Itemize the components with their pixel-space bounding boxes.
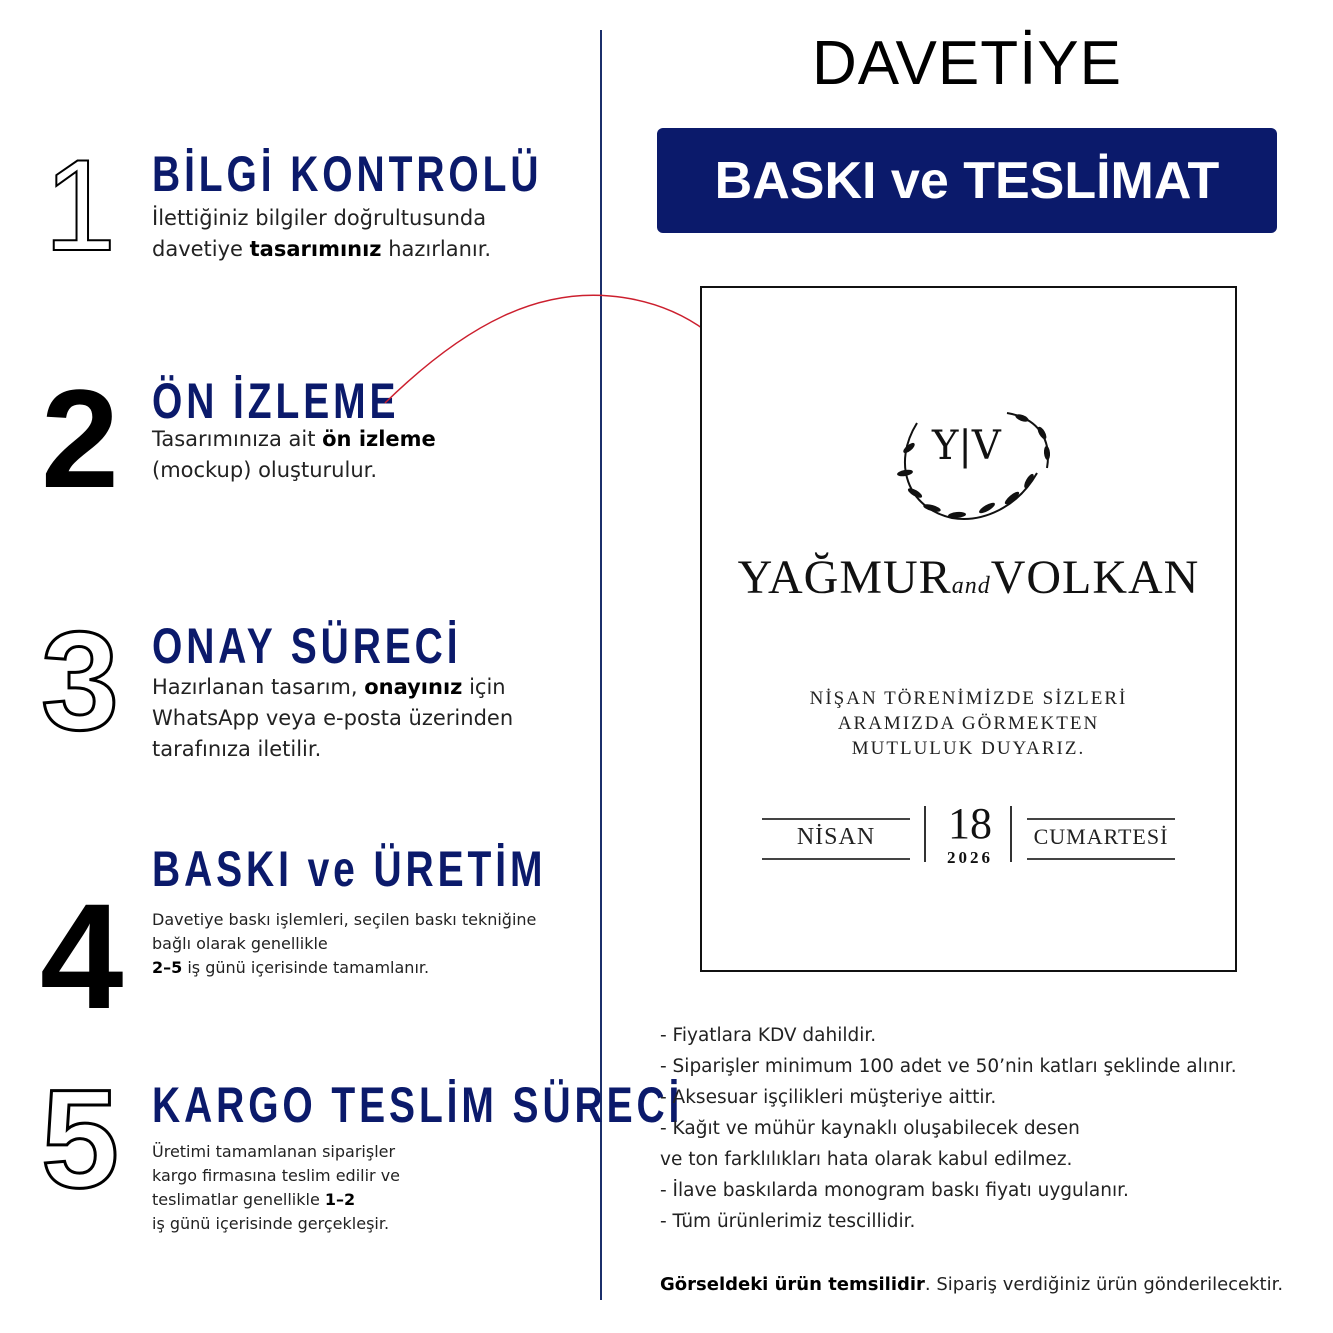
footer-rest: . Sipariş verdiğiniz ürün gönderilecektir.	[924, 1274, 1284, 1295]
date-divider	[1010, 806, 1012, 862]
couple-names	[702, 550, 1235, 605]
name-and: and	[951, 573, 991, 599]
date-month: NİSAN	[762, 818, 910, 860]
invitation-card	[700, 286, 1237, 972]
date-divider	[924, 806, 926, 862]
terms-list	[660, 1020, 1237, 1237]
step-2-number: 2	[41, 360, 119, 517]
step-5-title: KARGO TESLİM SÜRECİ	[152, 1077, 684, 1133]
step-1-desc-post: hazırlanır.	[381, 237, 492, 261]
step-1-desc-pre: İlettiğiniz bilgiler doğrultusunda davetiye	[152, 206, 487, 261]
step-5-number: 5	[41, 1060, 119, 1217]
step-4-desc-pre: Davetiye baskı işlemleri, seçilen baskı tekniğine bağlı olarak genellikle	[152, 910, 537, 953]
date-day: 18	[948, 799, 992, 848]
message-line: MUTLULUK DUYARIZ.	[851, 738, 1086, 759]
date-weekday: CUMARTESİ	[1027, 818, 1175, 860]
step-3-desc-pre: Hazırlanan tasarım,	[152, 675, 365, 699]
name-right: VOLKAN	[990, 551, 1200, 604]
terms-item: - Fiyatlara KDV dahildir.	[660, 1025, 877, 1046]
step-4-title: BASKI ve ÜRETİM	[152, 841, 547, 897]
step-2-desc-bold: ön izleme	[322, 427, 436, 451]
message-line: ARAMIZDA GÖRMEKTEN	[837, 713, 1100, 734]
step-5-desc-post: iş günü içerisinde gerçekleşir.	[152, 1214, 390, 1233]
date-year: 2026	[947, 848, 993, 867]
step-3-desc-post: için WhatsApp veya e-posta üzerinden tarafınıza iletilir.	[152, 675, 514, 761]
step-5-desc-bold: 1–2	[324, 1190, 356, 1209]
step-2-desc-post: (mockup) oluşturulur.	[152, 458, 378, 482]
step-1-title: BİLGİ KONTROLÜ	[152, 146, 543, 202]
terms-item: ve ton farklılıkları hata olarak kabul edilmez.	[660, 1149, 1073, 1170]
step-2-title: ÖN İZLEME	[152, 373, 400, 429]
message-line: NİŞAN TÖRENİMİZDE SİZLERİ	[809, 688, 1128, 709]
step-3-number: 3	[41, 602, 119, 759]
terms-item: - Siparişler minimum 100 adet ve 50’nin katları şeklinde alınır.	[660, 1056, 1237, 1077]
name-left: YAĞMUR	[737, 551, 952, 604]
terms-item: - Aksesuar işçilikleri müşteriye aittir.	[660, 1087, 997, 1108]
step-4-desc-bold: 2–5	[152, 958, 183, 977]
footer-bold: Görseldeki ürün temsilidir	[660, 1274, 925, 1295]
step-3-desc-bold: onayınız	[364, 675, 463, 699]
terms-item: - İlave baskılarda monogram baskı fiyatı uygulanır.	[660, 1180, 1129, 1201]
step-2-desc-pre: Tasarımınıza ait	[152, 427, 323, 451]
terms-item: - Tüm ürünlerimiz tescillidir.	[660, 1211, 916, 1232]
step-5-desc-pre: Üretimi tamamlanan siparişler kargo firmasına teslim edilir ve teslimatlar genellikle	[152, 1142, 401, 1209]
step-1-number: 1	[43, 132, 117, 278]
step-4-number: 4	[40, 872, 124, 1040]
step-1-desc-bold: tasarımınız	[249, 237, 382, 261]
page-title: DAVETİYE	[811, 29, 1123, 98]
terms-item: - Kağıt ve mühür kaynaklı oluşabilecek desen	[660, 1118, 1080, 1139]
step-3-title: ONAY SÜRECİ	[152, 618, 462, 674]
footer-disclaimer	[660, 1274, 1283, 1295]
invitation-message	[702, 686, 1235, 761]
monogram: Y|V	[932, 423, 1001, 469]
step-4-desc-post: iş günü içerisinde tamamlanır.	[182, 958, 430, 977]
banner-title: BASKI ve TESLİMAT	[657, 128, 1277, 233]
